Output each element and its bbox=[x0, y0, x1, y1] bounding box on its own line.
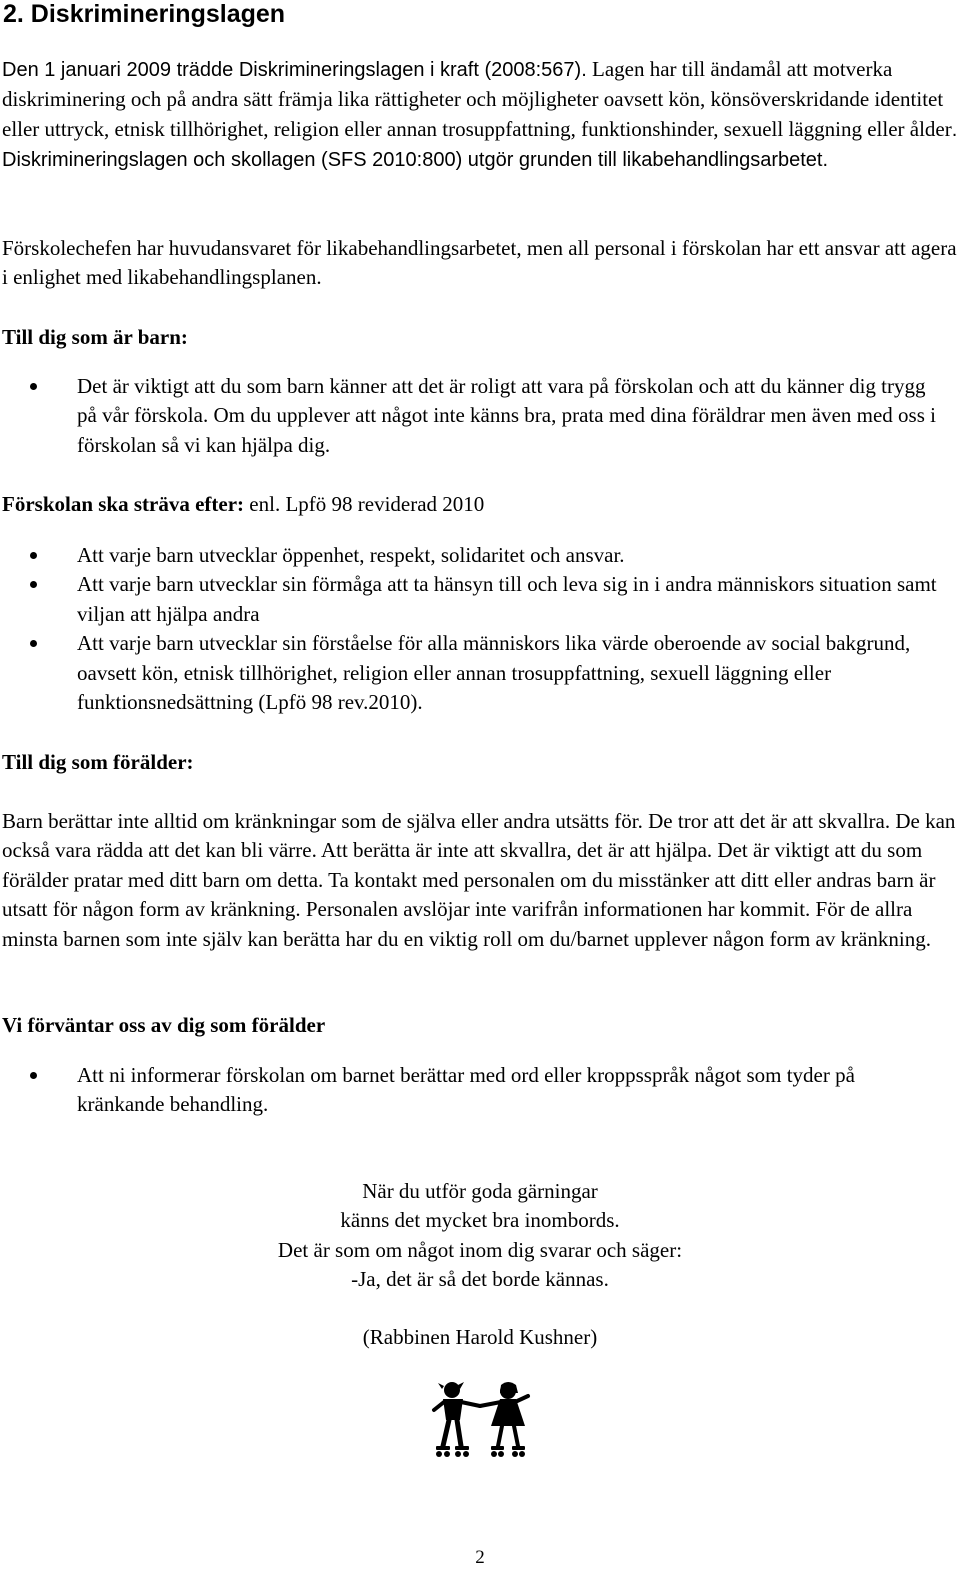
bullet-icon bbox=[30, 552, 37, 559]
parents-paragraph: Barn berättar inte alltid om kränkningar som de själva eller andra utsätts för. De tror att det är att skvallra. De kan också vara rädda att det kan bli värre. Att berätta är inte att skvallra, det är att hjälpa. Det är viktigt att du som förälder pratar med ditt barn om detta. Ta kontakt med personalen om du misstänker att ditt eller andras barn är utsatt för någon form av kränkning. Personalen avslöjar inte varifrån informationen har kommit. För de allra minsta barnen som inte själv kan berätta har du en viktig roll om du/barnet upplever någon form av kränkning. bbox=[2, 809, 956, 951]
list-item bbox=[0, 570, 947, 629]
list-item bbox=[0, 541, 947, 570]
expectations-heading: Vi förväntar oss av dig som förälder bbox=[2, 1013, 326, 1037]
preschool-heading-label: Förskolan ska sträva efter: bbox=[2, 492, 245, 516]
poem-attribution: (Rabbinen Harold Kushner) bbox=[362, 1325, 598, 1349]
children-holding-hands-icon bbox=[430, 1380, 534, 1462]
poem-line: Det är som om något inom dig svarar och säger: bbox=[277, 1237, 683, 1262]
poem-line: -Ja, det är så det borde kännas. bbox=[351, 1267, 609, 1292]
expectations-list bbox=[0, 1061, 960, 1120]
intro-text-part3: . Diskrimineringslagen och skollagen (SFS 2010:800) utgör grunden till likabehandlingsarbetet. bbox=[2, 118, 958, 172]
preschool-heading bbox=[2, 490, 484, 519]
list-item-text: Det är viktigt att du som barn känner att det är roligt att vara på förskolan och att du känner dig trygg på vår förskola. Om du upplever att något inte känns bra, prata med dina föräldrar men även med oss i förskolan så vi kan hjälpa dig. bbox=[77, 374, 936, 457]
bullet-icon bbox=[30, 1072, 37, 1079]
preschool-heading-suffix: enl. Lpfö 98 reviderad 2010 bbox=[244, 492, 485, 516]
intro-paragraph bbox=[2, 55, 960, 176]
intro-text-part1: Den 1 januari 2009 trädde Diskrimineringslagen i kraft (2008:567). bbox=[2, 59, 587, 81]
page-number: 2 bbox=[475, 1547, 485, 1568]
list-item bbox=[0, 1061, 947, 1120]
list-item-text: Att varje barn utvecklar sin förståelse för alla människors lika värde oberoende av social bakgrund, oavsett kön, etnisk tillhörighet, religion eller annan trosuppfattning, sexuell läggning eller funktionsnedsättning (Lpfö 98 rev.2010). bbox=[77, 631, 911, 715]
children-list bbox=[0, 372, 960, 460]
responsibility-paragraph: Förskolechefen har huvudansvaret för likabehandlingsarbetet, men all personal i förskolan har ett ansvar att agera i enlighet med likabehandlingsplanen. bbox=[2, 236, 957, 290]
list-item-text: Att ni informerar förskolan om barnet berättar med ord eller kroppsspråk något som tyder på kränkande behandling. bbox=[77, 1063, 855, 1117]
list-item-text: Att varje barn utvecklar sin förmåga att ta hänsyn till och leva sig in i andra människors situation samt viljan att hjälpa andra bbox=[77, 572, 937, 626]
bullet-icon bbox=[30, 581, 37, 588]
section-heading: 2. Diskrimineringslagen bbox=[3, 0, 286, 28]
poem bbox=[0, 1177, 960, 1295]
poem-line: När du utför goda gärningar bbox=[362, 1179, 598, 1203]
parents-heading: Till dig som förälder: bbox=[2, 750, 194, 774]
list-item bbox=[0, 372, 947, 460]
bullet-icon bbox=[30, 640, 37, 647]
intro-text-part2: Lagen har till ändamål att motverka diskriminering och på andra sätt främja lika rättigheter och möjligheter oavsett kön, könsöverskridande identitet eller uttryck, etnisk tillhörighet, religion eller annan trosuppfattning, funktionshinder, sexuell läggning eller ålder bbox=[2, 57, 952, 141]
list-item-text: Att varje barn utvecklar öppenhet, respekt, solidaritet och ansvar. bbox=[77, 543, 625, 567]
preschool-goals-list bbox=[0, 541, 960, 717]
list-item bbox=[0, 629, 947, 717]
children-heading: Till dig som är barn: bbox=[2, 325, 188, 349]
bullet-icon bbox=[30, 383, 37, 390]
poem-line: känns det mycket bra inombords. bbox=[340, 1208, 620, 1233]
